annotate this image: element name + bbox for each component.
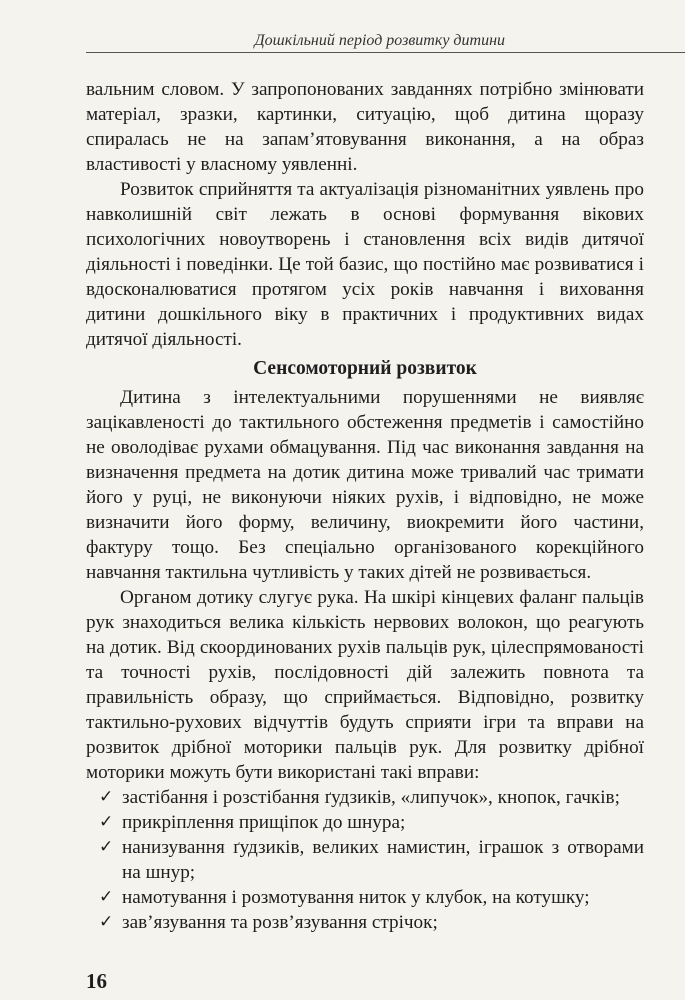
checkmark-icon: ✓ [99,837,114,857]
list-item [86,910,644,935]
paragraph-perception: Розвиток сприйняття та актуалізація різноманітних уявлень про навколишній світ лежать в основі формування вікових психологічних новоутворень і становлення всіх видів дитячої діяльності і поведінки. Це той базис, що постійно має розвиватися і вдосконалюватися протягом усіх років навчання і виховання дитини дошкільного віку в практичних і продуктивних видах дитячої діяльності. [86,179,644,350]
paragraph-hand: Органом дотику слугує рука. На шкірі кінцевих фаланг пальців рук знаходиться велика кількість нервових волокон, що реагують на дотик. Від скоординованих рухів пальців рук, цілеспрямованості та точності рухів, послідовності дій залежить повнота та правильність образу, що сприймається. Відповідно, розвитку тактильно-рухових відчуттів будуть сприяти ігри та вправи на розвиток дрібної моторики пальців рук. Для розвитку дрібної моторики можуть бути використані такі вправи: [86,587,644,783]
page-number: 16 [86,969,107,993]
checkmark-icon: ✓ [99,912,114,932]
header-rule [86,52,685,53]
page-body [86,77,644,935]
list-item-text: зав’язування та розв’язування стрічок; [122,912,438,933]
running-header-title: Дошкільний період розвитку дитини [254,32,505,49]
checkmark-icon: ✓ [99,812,114,832]
list-item-text: намотування і розмотування ниток у клубок, на котушку; [122,887,590,908]
list-item [86,785,644,810]
checkmark-icon: ✓ [99,787,114,807]
paragraph-tactile: Дитина з інтелектуальними порушеннями не виявляє зацікавленості до тактильного обстеження предметів і самостійно не оволодіває рухами обмацування. Під час виконання завдання на визначення предмета на дотик дитина може тривалий час тримати його у руці, не виконуючи ніяких рухів, і відповідно, не може визначити його форму, величину, виокремити його частини, фактуру тощо. Без спеціально організованого корекційного навчання тактильна чутливість у таких дітей не розвивається. [86,387,644,583]
list-item [86,810,644,835]
list-item-text: застібання і розстібання ґудзиків, «липучок», кнопок, гачків; [122,787,620,808]
list-item-text: нанизування ґудзиків, великих намистин, іграшок з отворами на шнур; [122,837,644,883]
exercise-list [86,785,644,935]
paragraph-continuation: вальним словом. У запропонованих завданнях потрібно змінювати матеріал, зразки, картинки, ситуацію, щоб дитина щоразу спиралась не на запам’ятовування виконання, а на образ властивості у власному уявленні. [86,79,644,175]
checkmark-icon: ✓ [99,887,114,907]
running-header [0,30,685,52]
list-item-text: прикріплення прищіпок до шнура; [122,812,406,833]
list-item [86,885,644,910]
list-item [86,835,644,885]
section-heading: Сенсомоторний розвиток [253,358,477,379]
